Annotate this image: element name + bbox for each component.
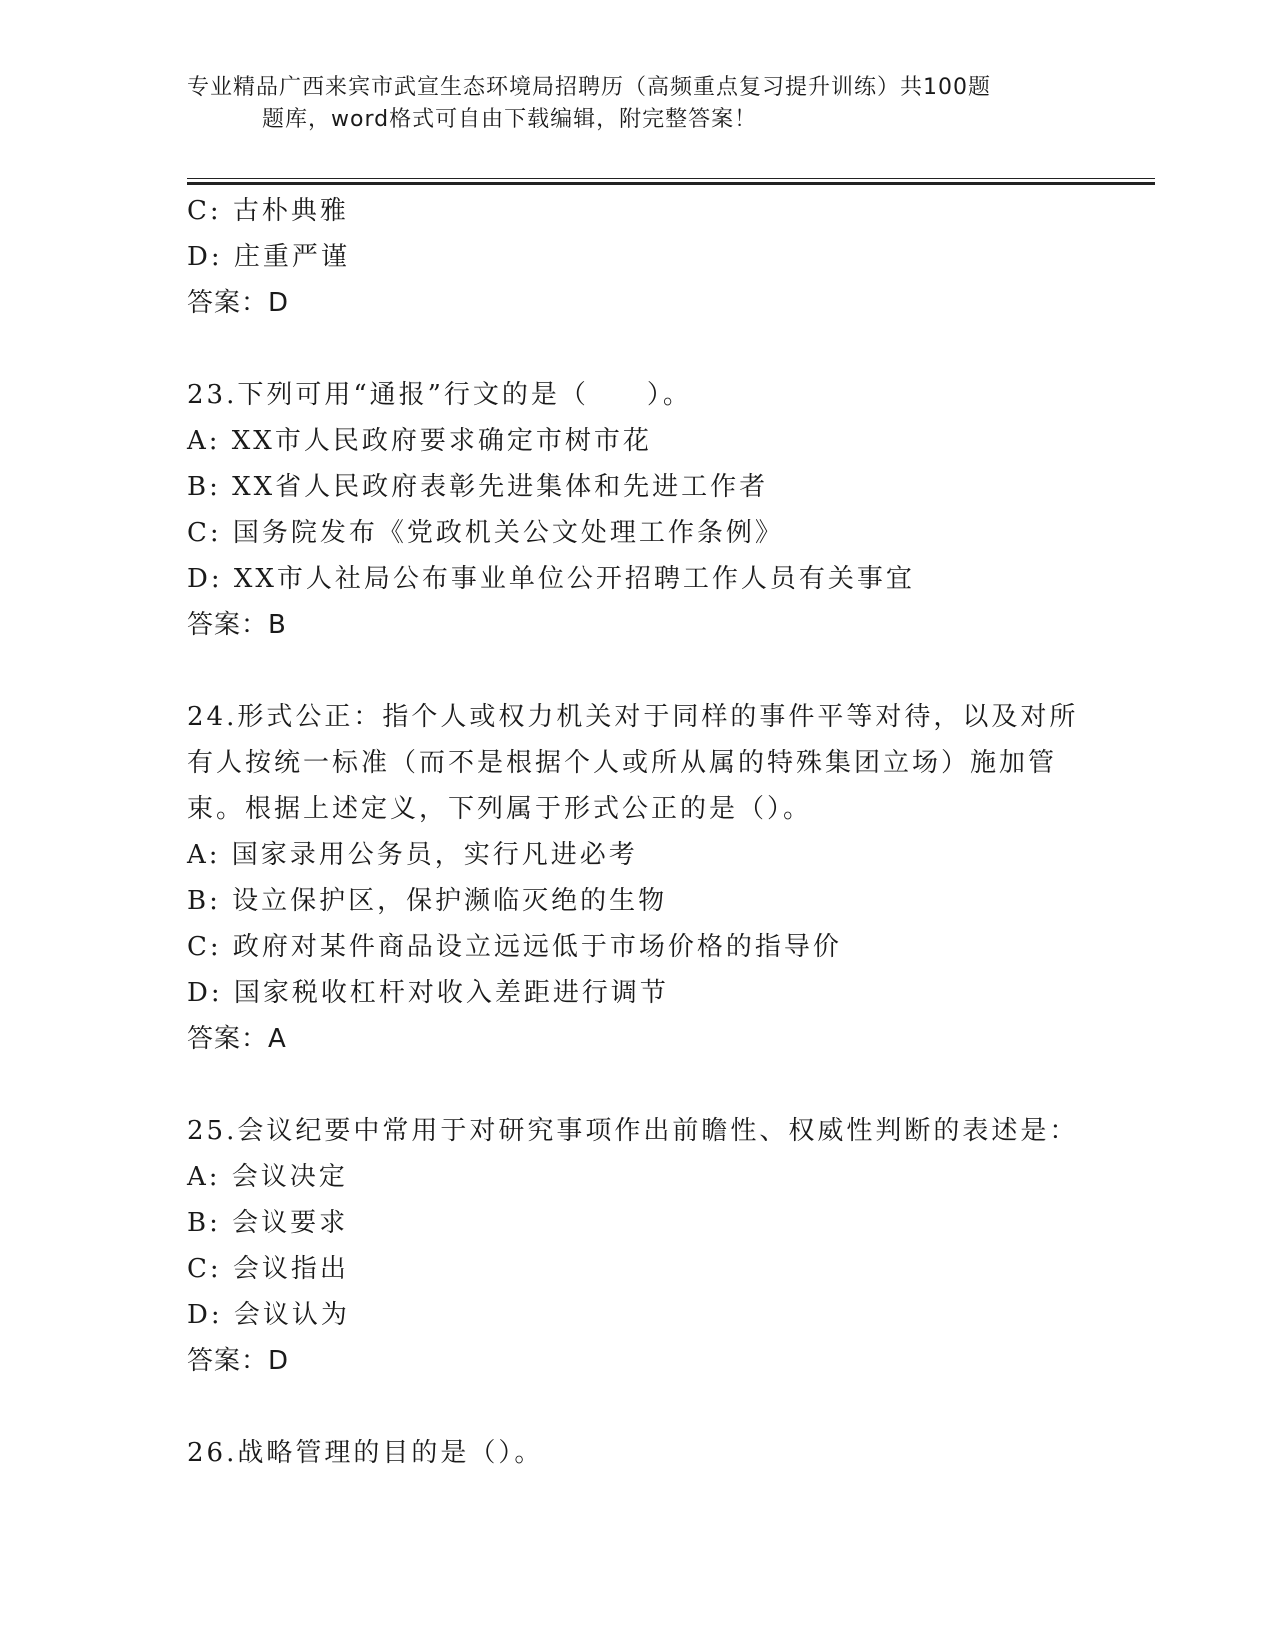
question-22: [187, 188, 1087, 326]
q24-option-d: D: 国家税收杠杆对收入差距进行调节: [187, 978, 669, 1008]
q24-stem-line1: 24.形式公正：指个人或权力机关对于同样的事件平等对待，以及对所: [187, 702, 1079, 732]
q25-stem: 25.会议纪要中常用于对研究事项作出前瞻性、权威性判断的表述是：: [187, 1116, 1079, 1146]
q25-option-c: C: 会议指出: [187, 1254, 349, 1284]
spacer: [187, 648, 1087, 694]
q23-stem: 23.下列可用“通报”行文的是（ ）。: [187, 380, 692, 410]
q25-option-a: A: 会议决定: [187, 1162, 348, 1192]
q26-stem: 26.战略管理的目的是（）。: [187, 1438, 544, 1468]
q24-option-c: C: 政府对某件商品设立远远低于市场价格的指导价: [187, 932, 842, 962]
q25-option-d: D: 会议认为: [187, 1300, 350, 1330]
q24-stem-line2: 有人按统一标准（而不是根据个人或所从属的特殊集团立场）施加管: [187, 748, 1058, 778]
question-list: [187, 188, 1087, 1476]
question-25: [187, 1108, 1087, 1384]
q25-option-b: B: 会议要求: [187, 1208, 349, 1238]
question-24: [187, 694, 1087, 1062]
q23-option-b: B: XX省人民政府表彰先进集体和先进工作者: [187, 472, 769, 502]
q23-answer: 答案：B: [187, 610, 287, 640]
q22-option-c: C: 古朴典雅: [187, 196, 349, 226]
q23-option-a: A: XX市人民政府要求确定市树市花: [187, 426, 652, 456]
spacer: [187, 1062, 1087, 1108]
header-rule-thick: [187, 182, 1155, 185]
header-title-line2: 题库，word格式可自由下载编辑，附完整答案！: [262, 107, 758, 132]
q23-option-c: C: 国务院发布《党政机关公文处理工作条例》: [187, 518, 784, 548]
q25-answer: 答案：D: [187, 1346, 290, 1376]
document-header: [0, 72, 1275, 136]
spacer: [187, 1384, 1087, 1430]
spacer: [187, 326, 1087, 372]
question-23: [187, 372, 1087, 648]
q24-answer: 答案：A: [187, 1024, 287, 1054]
q22-option-d: D: 庄重严谨: [187, 242, 350, 272]
q24-option-a: A: 国家录用公务员，实行凡进必考: [187, 840, 638, 870]
q24-option-b: B: 设立保护区，保护濒临灭绝的生物: [187, 886, 668, 916]
q22-answer: 答案：D: [187, 288, 290, 318]
question-26: [187, 1430, 1087, 1476]
q24-stem-line3: 束。根据上述定义，下列属于形式公正的是（）。: [187, 794, 813, 824]
q23-option-d: D: XX市人社局公布事业单位公开招聘工作人员有关事宜: [187, 564, 915, 594]
header-title-line1: 专业精品广西来宾市武宣生态环境局招聘历（高频重点复习提升训练）共100题: [187, 75, 991, 100]
header-rule-thin: [187, 178, 1155, 179]
